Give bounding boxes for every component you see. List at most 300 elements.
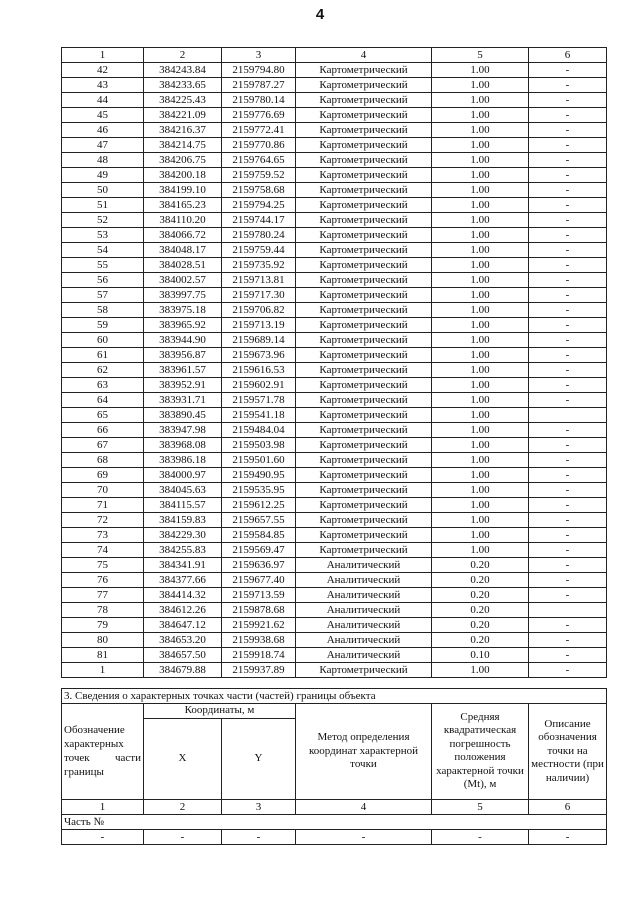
method-cell: Картометрический: [296, 303, 432, 318]
x-coordinate-cell: 384214.75: [144, 138, 222, 153]
accuracy-cell: 1.00: [432, 303, 529, 318]
method-cell: Аналитический: [296, 648, 432, 663]
description-cell: -: [529, 153, 607, 168]
point-number-cell: 42: [62, 63, 144, 78]
table-row: [62, 618, 607, 633]
method-cell: Картометрический: [296, 168, 432, 183]
sub-header-row: [62, 704, 607, 719]
description-cell: -: [529, 378, 607, 393]
point-number-cell: 77: [62, 588, 144, 603]
x-coordinate-cell: 384199.10: [144, 183, 222, 198]
y-header: Y: [222, 718, 296, 799]
point-number-cell: 75: [62, 558, 144, 573]
description-cell: -: [529, 573, 607, 588]
accuracy-cell: 1.00: [432, 213, 529, 228]
table-row: [62, 288, 607, 303]
table-row: [62, 498, 607, 513]
accuracy-cell: 1.00: [432, 408, 529, 423]
y-coordinate-cell: 2159571.78: [222, 393, 296, 408]
method-cell: Картометрический: [296, 438, 432, 453]
x-coordinate-cell: 384243.84: [144, 63, 222, 78]
accuracy-cell: 1.00: [432, 438, 529, 453]
method-cell: Картометрический: [296, 663, 432, 678]
header-cell: 2: [144, 48, 222, 63]
x-coordinate-cell: 384341.91: [144, 558, 222, 573]
y-coordinate-cell: 2159677.40: [222, 573, 296, 588]
x-coordinate-cell: 383986.18: [144, 453, 222, 468]
y-coordinate-cell: 2159938.68: [222, 633, 296, 648]
description-cell: -: [529, 78, 607, 93]
method-cell: Картометрический: [296, 138, 432, 153]
y-coordinate-cell: 2159673.96: [222, 348, 296, 363]
accuracy-cell: 1.00: [432, 528, 529, 543]
point-number-cell: 80: [62, 633, 144, 648]
accuracy-cell: 1.00: [432, 183, 529, 198]
table-row: [62, 273, 607, 288]
table-row: [62, 528, 607, 543]
page-number: 4: [315, 6, 325, 23]
x-coordinate-cell: 383890.45: [144, 408, 222, 423]
table-row: [62, 438, 607, 453]
accuracy-cell: 1.00: [432, 393, 529, 408]
y-coordinate-cell: 2159772.41: [222, 123, 296, 138]
x-coordinate-cell: 383944.90: [144, 333, 222, 348]
table-row: [62, 93, 607, 108]
table-row: [62, 543, 607, 558]
y-coordinate-cell: 2159484.04: [222, 423, 296, 438]
point-number-cell: 71: [62, 498, 144, 513]
point-number-cell: 54: [62, 243, 144, 258]
y-coordinate-cell: 2159794.25: [222, 198, 296, 213]
accuracy-cell: 1.00: [432, 288, 529, 303]
y-coordinate-cell: 2159717.30: [222, 288, 296, 303]
method-cell: Картометрический: [296, 108, 432, 123]
accuracy-cell: 1.00: [432, 93, 529, 108]
description-cell: -: [529, 663, 607, 678]
point-number-cell: 79: [62, 618, 144, 633]
accuracy-cell: 1.00: [432, 168, 529, 183]
y-coordinate-cell: 2159612.25: [222, 498, 296, 513]
accuracy-cell: 1.00: [432, 108, 529, 123]
x-coordinate-cell: 384048.17: [144, 243, 222, 258]
accuracy-cell: 1.00: [432, 153, 529, 168]
table-row: [62, 333, 607, 348]
section-title-row: [62, 689, 607, 704]
column-number: 5: [432, 799, 529, 814]
method-cell: Картометрический: [296, 513, 432, 528]
description-cell: -: [529, 273, 607, 288]
x-coordinate-cell: 384221.09: [144, 108, 222, 123]
accuracy-cell: 1.00: [432, 543, 529, 558]
y-coordinate-cell: 2159569.47: [222, 543, 296, 558]
table-row: [62, 393, 607, 408]
description-cell: -: [529, 633, 607, 648]
table-row: [62, 183, 607, 198]
accuracy-cell: 0.10: [432, 648, 529, 663]
x-coordinate-cell: 384000.97: [144, 468, 222, 483]
x-coordinate-cell: 383997.75: [144, 288, 222, 303]
method-cell: Картометрический: [296, 63, 432, 78]
x-coordinate-cell: 383931.71: [144, 393, 222, 408]
part-points-table: [61, 688, 607, 845]
y-coordinate-cell: 2159937.89: [222, 663, 296, 678]
accuracy-cell: 0.20: [432, 633, 529, 648]
description-cell: -: [529, 333, 607, 348]
description-cell: -: [529, 558, 607, 573]
accuracy-cell: 1.00: [432, 333, 529, 348]
point-number-cell: 68: [62, 453, 144, 468]
y-coordinate-cell: 2159541.18: [222, 408, 296, 423]
y-coordinate-cell: 2159503.98: [222, 438, 296, 453]
table-row: [62, 153, 607, 168]
y-coordinate-cell: 2159602.91: [222, 378, 296, 393]
accuracy-cell: 1.00: [432, 453, 529, 468]
accuracy-cell: 1.00: [432, 378, 529, 393]
point-number-cell: 55: [62, 258, 144, 273]
accuracy-cell: 1.00: [432, 483, 529, 498]
empty-cell: -: [62, 829, 144, 844]
table-row: [62, 198, 607, 213]
point-number-cell: 65: [62, 408, 144, 423]
description-cell: -: [529, 588, 607, 603]
method-cell: Картометрический: [296, 153, 432, 168]
y-coordinate-cell: 2159770.86: [222, 138, 296, 153]
accuracy-cell: 1.00: [432, 513, 529, 528]
point-number-cell: 49: [62, 168, 144, 183]
method-cell: Картометрический: [296, 78, 432, 93]
table-header-row: [62, 48, 607, 63]
table-row: [62, 168, 607, 183]
y-coordinate-cell: 2159636.97: [222, 558, 296, 573]
description-cell: -: [529, 228, 607, 243]
x-coordinate-cell: 384110.20: [144, 213, 222, 228]
x-coordinate-cell: 384028.51: [144, 258, 222, 273]
description-cell: -: [529, 498, 607, 513]
point-number-cell: 67: [62, 438, 144, 453]
header-cell: 5: [432, 48, 529, 63]
x-coordinate-cell: 384377.66: [144, 573, 222, 588]
description-cell: -: [529, 483, 607, 498]
method-cell: Картометрический: [296, 258, 432, 273]
method-cell: Картометрический: [296, 453, 432, 468]
accuracy-cell: 1.00: [432, 228, 529, 243]
table-row: [62, 513, 607, 528]
method-header: Метод определения координат характерной точки: [296, 704, 432, 800]
x-coordinate-cell: 384066.72: [144, 228, 222, 243]
part-label-row: [62, 814, 607, 829]
table-row: [62, 408, 607, 423]
description-cell: -: [529, 318, 607, 333]
table-row: [62, 63, 607, 78]
point-number-cell: 56: [62, 273, 144, 288]
empty-cell: -: [296, 829, 432, 844]
x-header: X: [144, 718, 222, 799]
table-row: [62, 78, 607, 93]
y-coordinate-cell: 2159758.68: [222, 183, 296, 198]
description-cell: -: [529, 243, 607, 258]
method-cell: Картометрический: [296, 288, 432, 303]
x-coordinate-cell: 384255.83: [144, 543, 222, 558]
table-row: [62, 228, 607, 243]
description-cell: -: [529, 183, 607, 198]
method-cell: Картометрический: [296, 393, 432, 408]
point-number-cell: 47: [62, 138, 144, 153]
accuracy-cell: 1.00: [432, 273, 529, 288]
description-cell: -: [529, 648, 607, 663]
method-cell: Картометрический: [296, 183, 432, 198]
empty-cell: -: [222, 829, 296, 844]
point-number-cell: 70: [62, 483, 144, 498]
table-row: [62, 663, 607, 678]
accuracy-cell: 1.00: [432, 63, 529, 78]
accuracy-cell: 1.00: [432, 498, 529, 513]
description-cell: -: [529, 618, 607, 633]
coordinates-table: [61, 47, 607, 678]
method-cell: Картометрический: [296, 468, 432, 483]
description-cell: -: [529, 303, 607, 318]
table-row: [62, 558, 607, 573]
method-cell: Аналитический: [296, 618, 432, 633]
description-cell: -: [529, 348, 607, 363]
method-cell: Картометрический: [296, 348, 432, 363]
x-coordinate-cell: 384653.20: [144, 633, 222, 648]
x-coordinate-cell: 383968.08: [144, 438, 222, 453]
point-number-cell: 46: [62, 123, 144, 138]
description-cell: -: [529, 363, 607, 378]
y-coordinate-cell: 2159878.68: [222, 603, 296, 618]
column-number: 3: [222, 799, 296, 814]
method-cell: Картометрический: [296, 93, 432, 108]
accuracy-cell: 1.00: [432, 123, 529, 138]
method-cell: Картометрический: [296, 483, 432, 498]
x-coordinate-cell: 384229.30: [144, 528, 222, 543]
point-number-cell: 81: [62, 648, 144, 663]
table-row: [62, 123, 607, 138]
y-coordinate-cell: 2159794.80: [222, 63, 296, 78]
point-number-cell: 64: [62, 393, 144, 408]
y-coordinate-cell: 2159501.60: [222, 453, 296, 468]
part-label: Часть №: [62, 814, 607, 829]
x-coordinate-cell: 383956.87: [144, 348, 222, 363]
description-cell: -: [529, 63, 607, 78]
accuracy-cell: 1.00: [432, 663, 529, 678]
point-number-cell: 61: [62, 348, 144, 363]
table-row: [62, 348, 607, 363]
description-header: Описание обозначения точки на местности (при наличии): [529, 704, 607, 800]
method-cell: Аналитический: [296, 633, 432, 648]
header-cell: 3: [222, 48, 296, 63]
y-coordinate-cell: 2159918.74: [222, 648, 296, 663]
x-coordinate-cell: 383947.98: [144, 423, 222, 438]
table-row: [62, 573, 607, 588]
method-cell: Картометрический: [296, 273, 432, 288]
method-cell: Картометрический: [296, 243, 432, 258]
x-coordinate-cell: 383961.57: [144, 363, 222, 378]
accuracy-cell: 0.20: [432, 558, 529, 573]
y-coordinate-cell: 2159689.14: [222, 333, 296, 348]
description-cell: -: [529, 213, 607, 228]
accuracy-cell: 1.00: [432, 78, 529, 93]
empty-data-row: [62, 829, 607, 844]
y-coordinate-cell: 2159776.69: [222, 108, 296, 123]
accuracy-cell: 0.20: [432, 618, 529, 633]
table-row: [62, 603, 607, 618]
empty-cell: -: [529, 829, 607, 844]
description-cell: [529, 603, 607, 618]
x-coordinate-cell: 384679.88: [144, 663, 222, 678]
point-number-cell: 58: [62, 303, 144, 318]
y-coordinate-cell: 2159706.82: [222, 303, 296, 318]
point-number-cell: 63: [62, 378, 144, 393]
y-coordinate-cell: 2159490.95: [222, 468, 296, 483]
accuracy-cell: 0.20: [432, 603, 529, 618]
description-cell: -: [529, 108, 607, 123]
x-coordinate-cell: 384165.23: [144, 198, 222, 213]
description-cell: -: [529, 168, 607, 183]
x-coordinate-cell: 384225.43: [144, 93, 222, 108]
point-number-cell: 52: [62, 213, 144, 228]
point-number-cell: 45: [62, 108, 144, 123]
empty-cell: -: [432, 829, 529, 844]
y-coordinate-cell: 2159780.24: [222, 228, 296, 243]
x-coordinate-cell: 383975.18: [144, 303, 222, 318]
empty-cell: -: [144, 829, 222, 844]
point-number-cell: 66: [62, 423, 144, 438]
description-cell: -: [529, 528, 607, 543]
point-number-cell: 62: [62, 363, 144, 378]
accuracy-cell: 1.00: [432, 468, 529, 483]
point-number-cell: 69: [62, 468, 144, 483]
description-cell: -: [529, 453, 607, 468]
y-coordinate-cell: 2159780.14: [222, 93, 296, 108]
point-designation-header: Обозначение характерных точек части границы: [62, 704, 144, 800]
table-row: [62, 423, 607, 438]
x-coordinate-cell: 384657.50: [144, 648, 222, 663]
method-cell: Картометрический: [296, 498, 432, 513]
header-cell: 4: [296, 48, 432, 63]
description-cell: -: [529, 198, 607, 213]
x-coordinate-cell: 384233.65: [144, 78, 222, 93]
point-number-cell: 59: [62, 318, 144, 333]
x-coordinate-cell: 384159.83: [144, 513, 222, 528]
point-number-cell: 48: [62, 153, 144, 168]
x-coordinate-cell: 384216.37: [144, 123, 222, 138]
x-coordinate-cell: 384414.32: [144, 588, 222, 603]
x-coordinate-cell: 384002.57: [144, 273, 222, 288]
method-cell: Картометрический: [296, 378, 432, 393]
description-cell: -: [529, 468, 607, 483]
accuracy-cell: 1.00: [432, 138, 529, 153]
table-row: [62, 363, 607, 378]
method-cell: Аналитический: [296, 588, 432, 603]
section-title: 3. Сведения о характерных точках части (частей) границы объекта: [62, 689, 607, 704]
table-row: [62, 258, 607, 273]
accuracy-cell: 1.00: [432, 318, 529, 333]
description-cell: -: [529, 93, 607, 108]
column-number: 1: [62, 799, 144, 814]
description-cell: -: [529, 123, 607, 138]
description-cell: -: [529, 423, 607, 438]
y-coordinate-cell: 2159759.44: [222, 243, 296, 258]
table-row: [62, 483, 607, 498]
method-cell: Картометрический: [296, 213, 432, 228]
y-coordinate-cell: 2159787.27: [222, 78, 296, 93]
description-cell: -: [529, 543, 607, 558]
y-coordinate-cell: 2159759.52: [222, 168, 296, 183]
point-number-cell: 51: [62, 198, 144, 213]
accuracy-cell: 1.00: [432, 348, 529, 363]
accuracy-cell: 1.00: [432, 363, 529, 378]
method-cell: Картометрический: [296, 363, 432, 378]
y-coordinate-cell: 2159616.53: [222, 363, 296, 378]
method-cell: Картометрический: [296, 333, 432, 348]
table-row: [62, 303, 607, 318]
column-numbers-row: [62, 799, 607, 814]
x-coordinate-cell: 384612.26: [144, 603, 222, 618]
description-cell: -: [529, 393, 607, 408]
description-cell: -: [529, 513, 607, 528]
coordinates-header: Координаты, м: [144, 704, 296, 719]
description-cell: -: [529, 438, 607, 453]
description-cell: -: [529, 258, 607, 273]
y-coordinate-cell: 2159735.92: [222, 258, 296, 273]
x-coordinate-cell: 384647.12: [144, 618, 222, 633]
table-row: [62, 213, 607, 228]
accuracy-cell: 1.00: [432, 258, 529, 273]
header-cell: 6: [529, 48, 607, 63]
method-cell: Аналитический: [296, 603, 432, 618]
table-row: [62, 588, 607, 603]
table-row: [62, 648, 607, 663]
y-coordinate-cell: 2159744.17: [222, 213, 296, 228]
point-number-cell: 43: [62, 78, 144, 93]
description-cell: -: [529, 138, 607, 153]
x-coordinate-cell: 384115.57: [144, 498, 222, 513]
method-cell: Картометрический: [296, 318, 432, 333]
accuracy-cell: 1.00: [432, 423, 529, 438]
column-number: 6: [529, 799, 607, 814]
method-cell: Картометрический: [296, 198, 432, 213]
method-cell: Картометрический: [296, 408, 432, 423]
table-row: [62, 318, 607, 333]
y-coordinate-cell: 2159584.85: [222, 528, 296, 543]
y-coordinate-cell: 2159535.95: [222, 483, 296, 498]
method-cell: Аналитический: [296, 558, 432, 573]
description-cell: -: [529, 288, 607, 303]
x-coordinate-cell: 384045.63: [144, 483, 222, 498]
method-cell: Картометрический: [296, 228, 432, 243]
point-number-cell: 72: [62, 513, 144, 528]
point-number-cell: 44: [62, 93, 144, 108]
accuracy-header: Средняя квадратическая погрешность положения характерной точки (Mt), м: [432, 704, 529, 800]
table-row: [62, 108, 607, 123]
y-coordinate-cell: 2159713.59: [222, 588, 296, 603]
accuracy-cell: 1.00: [432, 198, 529, 213]
point-number-cell: 57: [62, 288, 144, 303]
y-coordinate-cell: 2159713.19: [222, 318, 296, 333]
y-coordinate-cell: 2159657.55: [222, 513, 296, 528]
table-row: [62, 453, 607, 468]
point-number-cell: 76: [62, 573, 144, 588]
column-number: 4: [296, 799, 432, 814]
accuracy-cell: 1.00: [432, 243, 529, 258]
point-number-cell: 74: [62, 543, 144, 558]
point-number-cell: 73: [62, 528, 144, 543]
x-coordinate-cell: 384206.75: [144, 153, 222, 168]
y-coordinate-cell: 2159713.81: [222, 273, 296, 288]
table-row: [62, 243, 607, 258]
header-cell: 1: [62, 48, 144, 63]
